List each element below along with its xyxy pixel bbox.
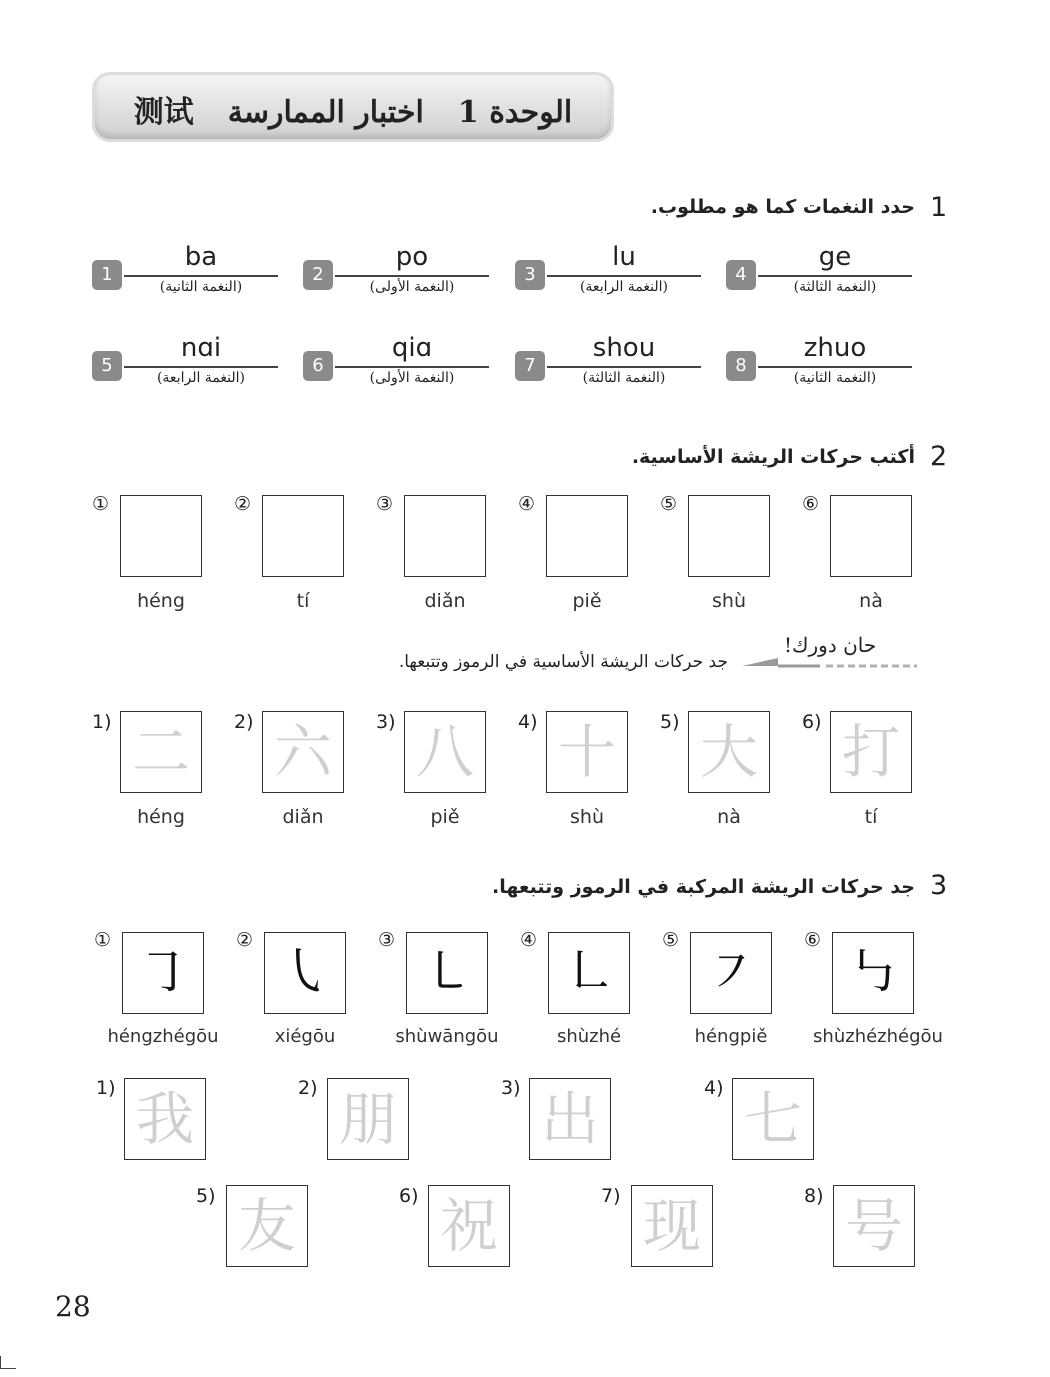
tone-line bbox=[124, 275, 278, 277]
stroke-glyph: ㇄ bbox=[420, 943, 473, 1003]
item-number: 5) bbox=[660, 711, 680, 733]
section-2-title: أكتب حركات الريشة الأساسية. bbox=[631, 446, 915, 468]
unit-number: 1 bbox=[457, 95, 479, 130]
stroke-pinyin: nà bbox=[859, 590, 883, 612]
item-number: ② bbox=[234, 493, 252, 515]
stroke-pinyin: héng bbox=[137, 590, 185, 612]
tone-line bbox=[124, 366, 278, 368]
stroke-pinyin: shùzhézhégōu bbox=[813, 1026, 943, 1047]
stroke-pinyin: piě bbox=[572, 590, 602, 612]
tone-label: (النغمة الأولى) bbox=[369, 370, 455, 386]
item-number: ⑤ bbox=[662, 929, 680, 951]
unit-title bbox=[95, 87, 611, 131]
writing-box[interactable] bbox=[120, 495, 202, 577]
trace-character: 友 bbox=[237, 1192, 296, 1260]
your-turn-label: حان دورك! bbox=[784, 633, 877, 657]
item-number: ③ bbox=[376, 493, 394, 515]
page-number: 28 bbox=[55, 1290, 91, 1323]
trace-box[interactable] bbox=[830, 711, 912, 793]
section-3-number: 3 bbox=[930, 870, 948, 901]
item-number: ④ bbox=[520, 929, 538, 951]
edge-mark bbox=[0, 1368, 16, 1369]
stroke-pinyin: héng bbox=[137, 806, 185, 828]
stroke-box bbox=[122, 932, 204, 1014]
tone-badge: 3 bbox=[515, 260, 545, 290]
trace-character: 现 bbox=[642, 1192, 701, 1260]
stroke-pinyin: shùzhé bbox=[556, 1026, 622, 1047]
item-number: 1) bbox=[96, 1077, 116, 1099]
tone-item bbox=[726, 333, 912, 391]
tone-line bbox=[335, 366, 489, 368]
stroke-box bbox=[832, 932, 914, 1014]
tone-label: (النغمة الرابعة) bbox=[579, 279, 669, 295]
item-number: 4) bbox=[518, 711, 538, 733]
tone-label: (النغمة الثالثة) bbox=[793, 279, 877, 295]
trace-box[interactable] bbox=[404, 711, 486, 793]
stroke-glyph: ㇆ bbox=[136, 943, 189, 1003]
item-number: 2) bbox=[298, 1077, 318, 1099]
trace-character: 十 bbox=[557, 718, 616, 786]
item-number: 3) bbox=[376, 711, 396, 733]
stroke-pinyin: tí bbox=[296, 590, 310, 612]
writing-box[interactable] bbox=[688, 495, 770, 577]
stroke-pinyin: diǎn bbox=[282, 806, 324, 828]
item-number: ⑥ bbox=[802, 493, 820, 515]
tone-badge: 7 bbox=[515, 351, 545, 381]
stroke-pinyin: tí bbox=[864, 806, 878, 828]
trace-character: 号 bbox=[844, 1192, 903, 1260]
trace-character: 朋 bbox=[338, 1085, 397, 1153]
tone-line bbox=[335, 275, 489, 277]
item-number: ⑥ bbox=[804, 929, 822, 951]
your-turn-instruction: جد حركات الريشة الأساسية في الرموز وتتبعها. bbox=[398, 652, 728, 672]
item-number: ⑤ bbox=[660, 493, 678, 515]
writing-box[interactable] bbox=[830, 495, 912, 577]
stroke-glyph: ㇉ bbox=[846, 943, 899, 1003]
trace-character: 我 bbox=[135, 1085, 194, 1153]
tone-item bbox=[92, 333, 278, 391]
item-number: ① bbox=[92, 493, 110, 515]
stroke-pinyin: héngzhégōu bbox=[107, 1026, 219, 1047]
stroke-pinyin: nà bbox=[717, 806, 741, 828]
writing-box[interactable] bbox=[404, 495, 486, 577]
item-number: ③ bbox=[378, 929, 396, 951]
exam-title: اختبار الممارسة bbox=[227, 95, 424, 130]
exam-chinese: 测试 bbox=[133, 95, 194, 130]
tone-line bbox=[758, 275, 912, 277]
trace-box[interactable] bbox=[226, 1185, 308, 1267]
tone-badge: 8 bbox=[726, 351, 756, 381]
tone-badge: 1 bbox=[92, 260, 122, 290]
trace-box[interactable] bbox=[428, 1185, 510, 1267]
section-1-title: حدد النغمات كما هو مطلوب. bbox=[650, 196, 915, 218]
trace-character: 出 bbox=[540, 1085, 599, 1153]
stroke-box bbox=[406, 932, 488, 1014]
tone-badge: 5 bbox=[92, 351, 122, 381]
stroke-pinyin: shù bbox=[712, 590, 746, 612]
item-number: 1) bbox=[92, 711, 112, 733]
item-number: ④ bbox=[518, 493, 536, 515]
trace-box[interactable] bbox=[529, 1078, 611, 1160]
trace-box[interactable] bbox=[120, 711, 202, 793]
item-number: 6) bbox=[399, 1185, 419, 1207]
tone-line bbox=[547, 275, 701, 277]
unit-word: الوحدة bbox=[489, 95, 573, 130]
tone-badge: 2 bbox=[303, 260, 333, 290]
trace-box[interactable] bbox=[546, 711, 628, 793]
tone-syllable[interactable]: zhuo bbox=[803, 333, 867, 363]
stroke-pinyin: diǎn bbox=[424, 590, 466, 612]
tone-syllable[interactable]: lu bbox=[612, 242, 636, 272]
stroke-box bbox=[264, 932, 346, 1014]
tone-syllable[interactable]: shou bbox=[592, 333, 656, 363]
item-number: 8) bbox=[804, 1185, 824, 1207]
item-number: 7) bbox=[601, 1185, 621, 1207]
item-number: 3) bbox=[501, 1077, 521, 1099]
stroke-pinyin: shùwāngōu bbox=[395, 1026, 499, 1047]
tone-label: (النغمة الرابعة) bbox=[156, 370, 246, 386]
tone-syllable[interactable]: nɑi bbox=[180, 333, 222, 363]
item-number: 6) bbox=[802, 711, 822, 733]
trace-character: 祝 bbox=[439, 1192, 498, 1260]
tone-syllable[interactable]: po bbox=[395, 242, 429, 272]
tone-syllable[interactable]: qiɑ bbox=[391, 333, 433, 363]
item-number: 4) bbox=[704, 1077, 724, 1099]
stroke-glyph: ㇗ bbox=[562, 943, 615, 1003]
stroke-pinyin: xiégōu bbox=[274, 1026, 336, 1047]
tone-syllable[interactable]: ge bbox=[818, 242, 852, 272]
trace-box[interactable] bbox=[631, 1185, 713, 1267]
stroke-glyph: ㇂ bbox=[278, 943, 331, 1003]
stroke-pinyin: shù bbox=[570, 806, 604, 828]
tone-item bbox=[92, 242, 278, 300]
item-number: 2) bbox=[234, 711, 254, 733]
stroke-pinyin: piě bbox=[430, 806, 460, 828]
tone-item bbox=[515, 333, 701, 391]
tone-item bbox=[303, 333, 489, 391]
tone-line bbox=[758, 366, 912, 368]
tone-item bbox=[303, 242, 489, 300]
tone-item bbox=[726, 242, 912, 300]
tone-badge: 6 bbox=[303, 351, 333, 381]
tone-badge: 4 bbox=[726, 260, 756, 290]
tone-label: (النغمة الثالثة) bbox=[582, 370, 666, 386]
tone-item bbox=[515, 242, 701, 300]
stroke-pinyin: héngpiě bbox=[694, 1026, 768, 1047]
section-3-title: جد حركات الريشة المركبة في الرموز وتتبعها. bbox=[492, 876, 915, 898]
arrow-icon bbox=[742, 654, 917, 670]
trace-character: 大 bbox=[699, 718, 758, 786]
trace-box[interactable] bbox=[124, 1078, 206, 1160]
item-number: ② bbox=[236, 929, 254, 951]
item-number: ① bbox=[94, 929, 112, 951]
trace-character: 六 bbox=[273, 718, 332, 786]
trace-box[interactable] bbox=[688, 711, 770, 793]
section-1-number: 1 bbox=[930, 192, 948, 223]
tone-syllable[interactable]: ba bbox=[184, 242, 218, 272]
stroke-glyph: ㇇ bbox=[704, 943, 757, 1003]
trace-character: 打 bbox=[841, 718, 900, 786]
section-2-number: 2 bbox=[930, 441, 948, 472]
stroke-box bbox=[690, 932, 772, 1014]
tone-label: (النغمة الأولى) bbox=[369, 279, 455, 295]
writing-box[interactable] bbox=[546, 495, 628, 577]
stroke-box bbox=[548, 932, 630, 1014]
tone-label: (النغمة الثانية) bbox=[159, 279, 243, 295]
tone-line bbox=[547, 366, 701, 368]
unit-title-banner bbox=[92, 72, 614, 142]
trace-box[interactable] bbox=[262, 711, 344, 793]
edge-mark bbox=[0, 1356, 1, 1368]
tone-label: (النغمة الثانية) bbox=[793, 370, 877, 386]
item-number: 5) bbox=[196, 1185, 216, 1207]
trace-character: 八 bbox=[415, 718, 474, 786]
trace-box[interactable] bbox=[732, 1078, 814, 1160]
trace-box[interactable] bbox=[327, 1078, 409, 1160]
trace-character: 七 bbox=[743, 1085, 802, 1153]
writing-box[interactable] bbox=[262, 495, 344, 577]
trace-character: 二 bbox=[131, 718, 190, 786]
trace-box[interactable] bbox=[833, 1185, 915, 1267]
